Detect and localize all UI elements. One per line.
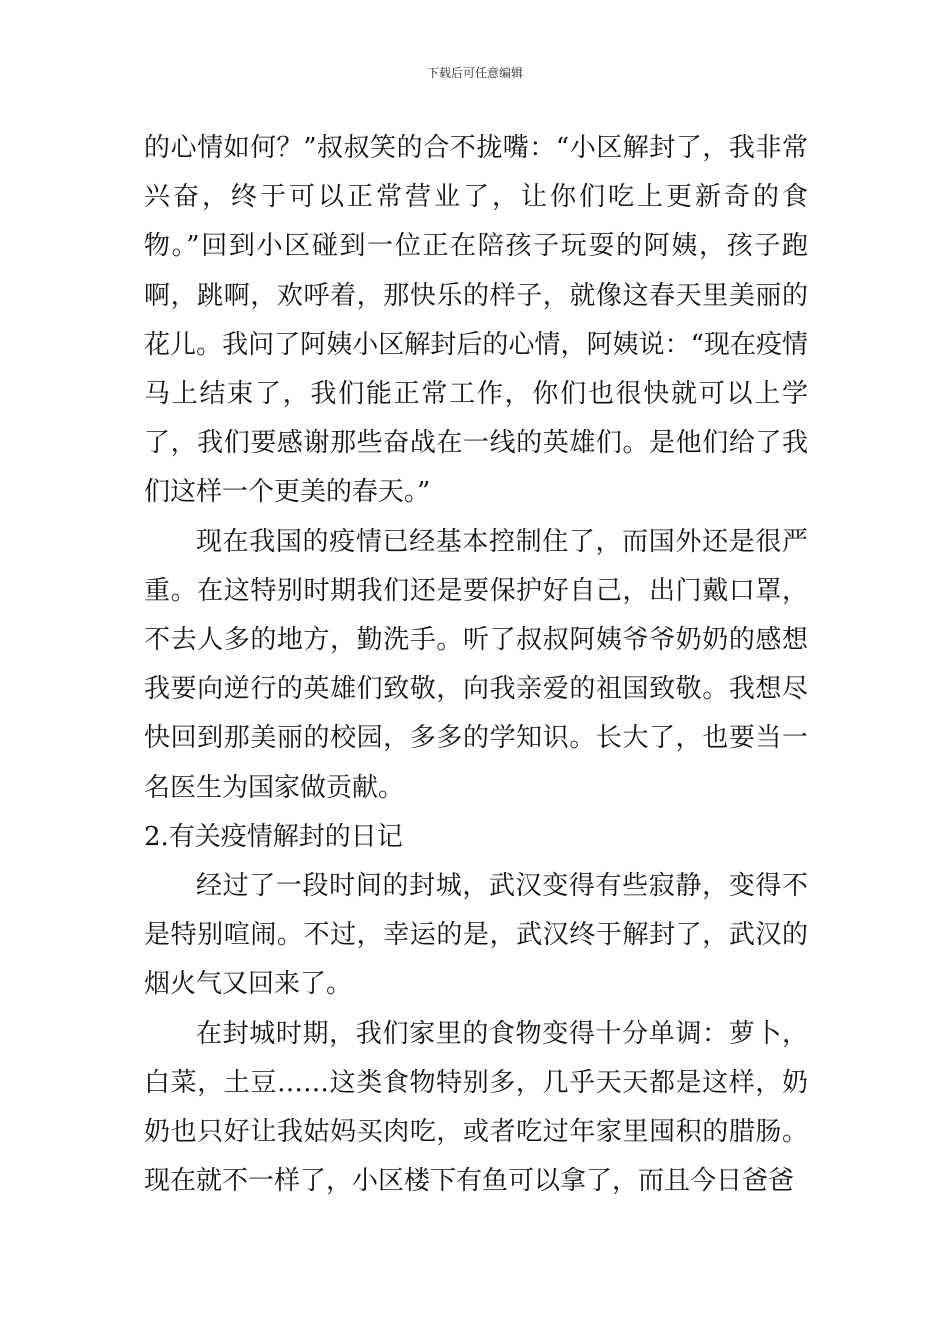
section-heading: 2.有关疫情解封的日记 bbox=[144, 821, 403, 852]
paragraph-1: 的心情如何？”叔叔笑的合不拢嘴：“小区解封了，我非常兴奋，终于可以正常营业了，让你们吃上更新奇的食物。”回到小区碰到一位正在陪孩子玩耍的阿姨，孩子跑啊，跳啊，欢呼着，那快乐的样子，就像这春天里美丽的花儿。我问了阿姨小区解封后的心情，阿姨说：“现在疫情马上结束了，我们能正常工作，你们也很快就可以上学了，我们要感谢那些奋战在一线的英雄们。是他们给了我们这样一个更美的春天。” bbox=[144, 133, 808, 508]
document-body bbox=[144, 124, 808, 1206]
paragraph-3: 经过了一段时间的封城，武汉变得有些寂静，变得不是特别喧闹。不过，幸运的是，武汉终于解封了，武汉的烟火气又回来了。 bbox=[144, 871, 808, 1000]
paragraph-2: 现在我国的疫情已经基本控制住了，而国外还是很严重。在这特别时期我们还是要保护好自己，出门戴口罩，不去人多的地方，勤洗手。听了叔叔阿姨爷爷奶奶的感想我要向逆行的英雄们致敬，向我亲爱的祖国致敬。我想尽快回到那美丽的校园，多多的学知识。长大了，也要当一名医生为国家做贡献。 bbox=[144, 526, 808, 803]
paragraph-4: 在封城时期，我们家里的食物变得十分单调：萝卜，白菜，土豆……这类食物特别多，几乎天天都是这样，奶奶也只好让我姑妈买肉吃，或者吃过年家里囤积的腊肠。现在就不一样了，小区楼下有鱼可以拿了，而且今日爸爸 bbox=[144, 1018, 808, 1197]
page-header: 下载后可任意编辑 bbox=[426, 66, 523, 80]
